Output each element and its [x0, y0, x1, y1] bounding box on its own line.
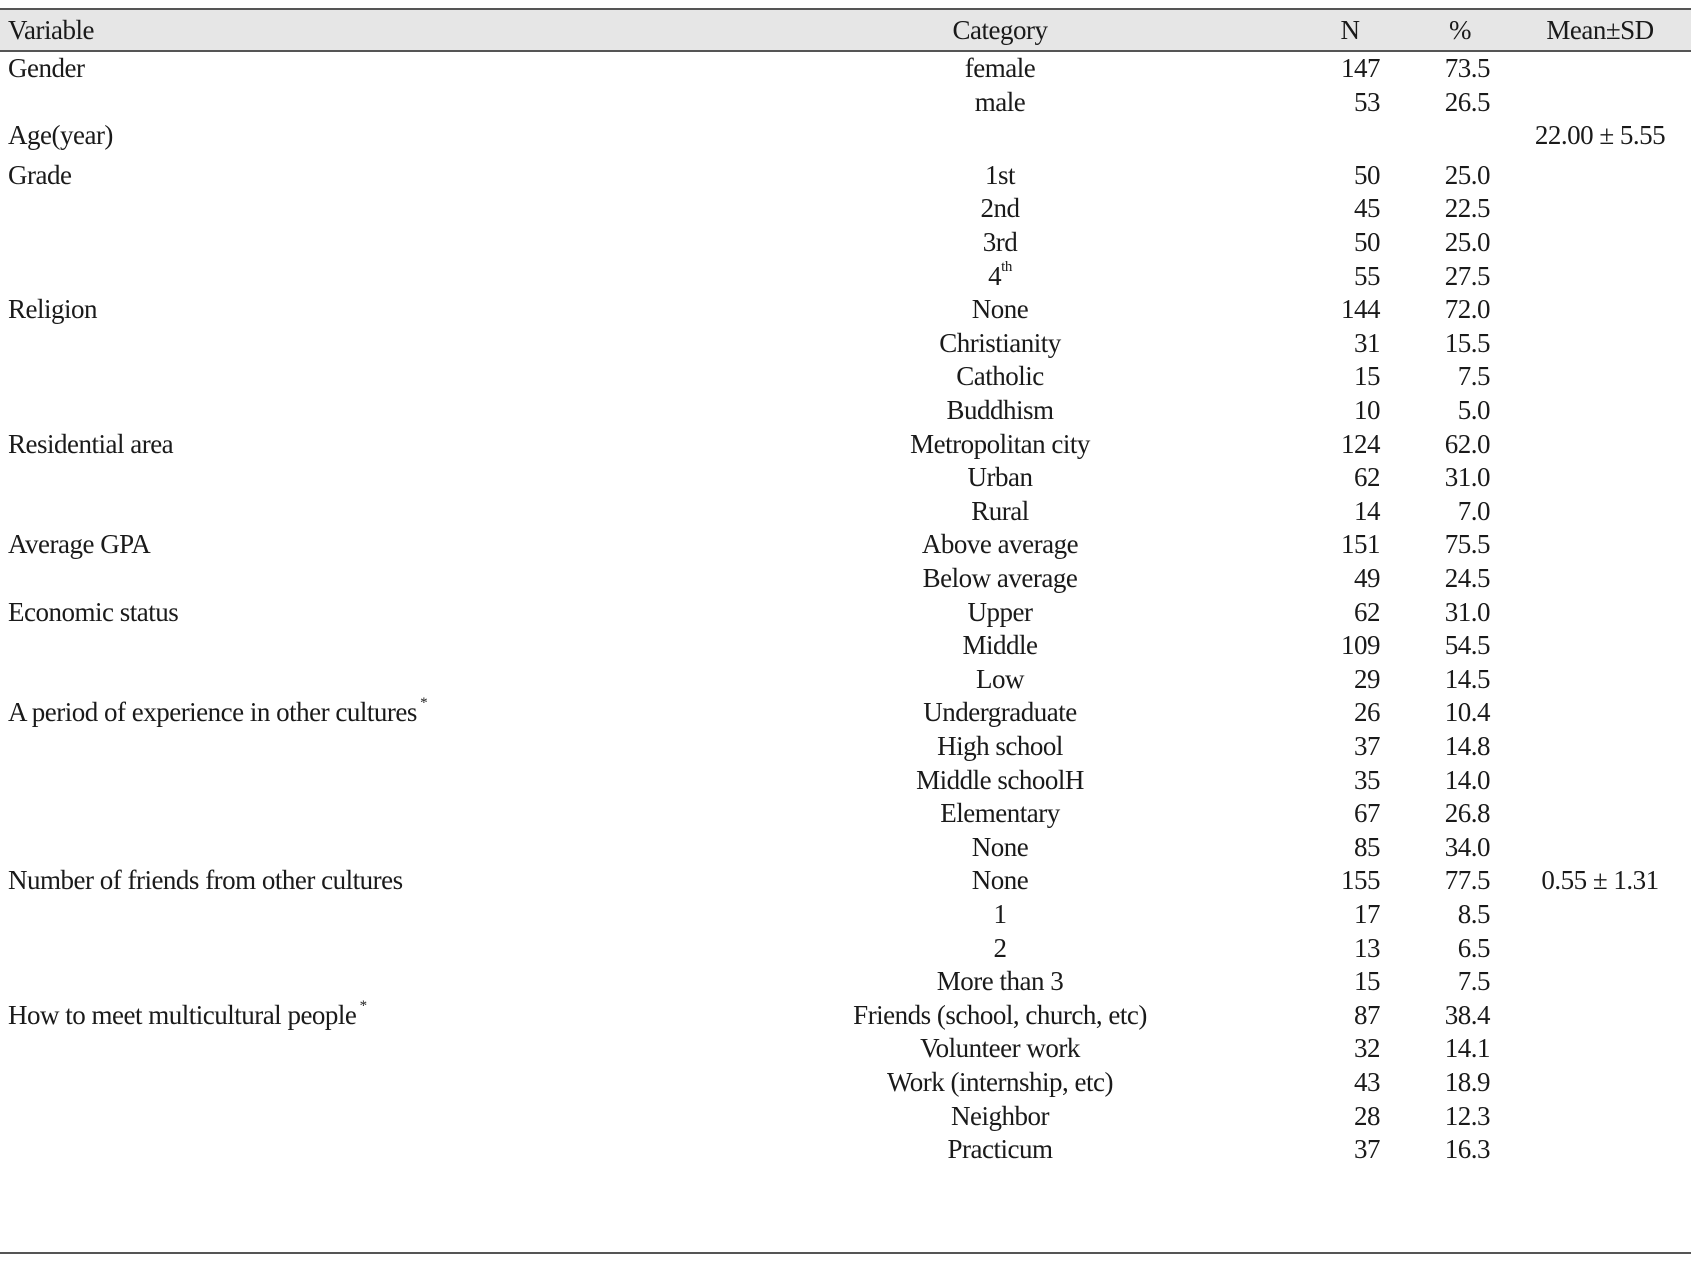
cell-mean-sd: [1520, 117, 1680, 153]
cell-percent: [1400, 560, 1490, 596]
cell-variable-superscript: *: [356, 997, 367, 1014]
cell-percent-text: 5.0: [1457, 395, 1490, 425]
cell-percent: [1400, 694, 1490, 730]
cell-percent-text: 25.0: [1444, 159, 1490, 190]
cell-percent-text: 22.5: [1444, 193, 1490, 224]
cell-category-text: Volunteer work: [920, 1033, 1080, 1064]
cell-category: [770, 258, 1230, 294]
cell-category-text: Above average: [921, 529, 1079, 560]
cell-category: [770, 997, 1230, 1033]
cell-n-text: 155: [1341, 865, 1380, 896]
cell-category: [770, 862, 1230, 898]
cell-category-text: Practicum: [947, 1134, 1053, 1165]
cell-n: [1300, 661, 1380, 697]
cell-percent: [1400, 426, 1490, 462]
cell-n-text: 32: [1354, 1033, 1380, 1064]
cell-category-text: 2: [993, 932, 1007, 963]
cell-percent: [1400, 1030, 1490, 1066]
cell-category: [770, 930, 1230, 966]
cell-percent-text: 54.5: [1444, 630, 1490, 661]
cell-percent: [1400, 459, 1490, 495]
cell-percent-text: 7.5: [1457, 966, 1490, 997]
cell-percent: [1400, 1064, 1490, 1100]
cell-n-text: 62: [1354, 462, 1380, 493]
cell-variable: [8, 997, 367, 1033]
cell-category-text: Low: [976, 663, 1024, 694]
cell-n: [1300, 258, 1380, 294]
cell-variable: [8, 526, 150, 562]
cell-percent-text: 26.8: [1444, 798, 1490, 829]
cell-category-text: None: [971, 294, 1029, 325]
cell-n-text: 45: [1354, 193, 1380, 224]
cell-n: [1300, 795, 1380, 831]
cell-percent-text: 6.5: [1457, 932, 1490, 963]
cell-variable-text: Gender: [8, 53, 85, 83]
cell-category: [770, 661, 1230, 697]
cell-n-text: 147: [1341, 53, 1380, 83]
cell-n-text: 43: [1354, 1067, 1380, 1097]
cell-percent-text: 26.5: [1444, 86, 1490, 117]
cell-category-text: None: [971, 865, 1029, 896]
cell-n-text: 15: [1354, 361, 1380, 392]
cell-variable-text: Age(year): [8, 120, 113, 151]
cell-variable: [8, 862, 403, 898]
cell-n: [1300, 84, 1380, 120]
cell-percent: [1400, 493, 1490, 529]
cell-category-text: male: [974, 86, 1026, 117]
cell-percent-text: 14.5: [1444, 663, 1490, 694]
cell-n: [1300, 560, 1380, 596]
cell-percent-text: 18.9: [1444, 1067, 1490, 1097]
cell-n: [1300, 728, 1380, 764]
header-mean-sd: Mean±SD: [1546, 15, 1654, 45]
cell-n-text: 87: [1354, 999, 1380, 1030]
cell-n: [1300, 325, 1380, 361]
cell-category: [770, 392, 1230, 428]
cell-category-text: Middle schoolH: [916, 764, 1084, 795]
cell-n-text: 26: [1354, 697, 1380, 728]
cell-n-text: 144: [1341, 294, 1380, 325]
cell-variable: [8, 291, 97, 327]
cell-percent-text: 75.5: [1444, 529, 1490, 560]
cell-percent: [1400, 157, 1490, 193]
cell-n: [1300, 762, 1380, 798]
cell-category: [770, 526, 1230, 562]
cell-percent: [1400, 526, 1490, 562]
cell-n: [1300, 594, 1380, 630]
cell-category-text: Metropolitan city: [910, 428, 1090, 459]
table-header-row: [0, 10, 1691, 50]
cell-category-text: 3rd: [982, 227, 1018, 257]
cell-category: [770, 1098, 1230, 1134]
cell-n: [1300, 190, 1380, 226]
cell-mean-sd-text: 22.00 ± 5.55: [1534, 120, 1666, 151]
cell-category: [770, 224, 1230, 260]
cell-percent: [1400, 1098, 1490, 1134]
cell-category-text: Below average: [922, 563, 1078, 593]
cell-percent: [1400, 358, 1490, 394]
cell-category: [770, 493, 1230, 529]
cell-category: [770, 459, 1230, 495]
cell-percent-text: 14.1: [1444, 1033, 1490, 1064]
cell-category: [770, 627, 1230, 663]
cell-percent: [1400, 1131, 1490, 1167]
cell-n: [1300, 358, 1380, 394]
cell-variable-text: Economic status: [8, 596, 179, 627]
cell-percent: [1400, 661, 1490, 697]
cell-percent-text: 14.0: [1444, 764, 1490, 795]
cell-category: [770, 1030, 1230, 1066]
cell-category-text: Christianity: [939, 327, 1061, 358]
cell-n-text: 37: [1354, 1134, 1380, 1165]
cell-n-text: 28: [1354, 1100, 1380, 1131]
cell-percent-text: 73.5: [1444, 53, 1490, 83]
cell-n-text: 31: [1354, 327, 1380, 358]
cell-percent-text: 34.0: [1444, 831, 1490, 862]
cell-category: [770, 560, 1230, 596]
cell-percent-text: 14.8: [1444, 731, 1490, 761]
cell-n-text: 53: [1354, 86, 1380, 117]
cell-category-text: None: [971, 831, 1029, 862]
cell-percent: [1400, 862, 1490, 898]
cell-category-text: More than 3: [936, 966, 1064, 997]
cell-n-text: 85: [1354, 831, 1380, 862]
cell-percent-text: 7.5: [1457, 361, 1490, 392]
cell-n: [1300, 426, 1380, 462]
cell-n: [1300, 627, 1380, 663]
cell-percent: [1400, 594, 1490, 630]
cell-n-text: 67: [1354, 798, 1380, 829]
cell-n-text: 151: [1341, 529, 1380, 560]
cell-variable-text: Number of friends from other cultures: [8, 865, 403, 896]
cell-percent-text: 10.4: [1444, 697, 1490, 728]
cell-category-text: High school: [937, 731, 1063, 761]
cell-n-text: 109: [1341, 630, 1380, 661]
cell-n: [1300, 50, 1380, 86]
cell-n-text: 62: [1354, 596, 1380, 627]
cell-variable-superscript: *: [416, 695, 428, 712]
cell-percent: [1400, 795, 1490, 831]
cell-percent-text: 38.4: [1444, 999, 1490, 1030]
cell-category-text: Elementary: [940, 798, 1060, 829]
cell-category-text: Rural: [971, 495, 1029, 526]
cell-percent-text: 27.5: [1444, 260, 1490, 291]
cell-n-text: 17: [1354, 899, 1380, 929]
cell-category: [770, 896, 1230, 932]
cell-n-text: 50: [1354, 227, 1380, 257]
cell-n: [1300, 157, 1380, 193]
cell-n-text: 14: [1354, 495, 1380, 526]
cell-category: [770, 84, 1230, 120]
cell-category: [770, 1064, 1230, 1100]
cell-n: [1300, 493, 1380, 529]
cell-category-text: Work (internship, etc): [886, 1067, 1113, 1097]
cell-category-text: Neighbor: [951, 1100, 1049, 1131]
cell-category: [770, 728, 1230, 764]
cell-n: [1300, 1030, 1380, 1066]
cell-percent-text: 77.5: [1444, 865, 1490, 896]
cell-percent: [1400, 896, 1490, 932]
cell-n: [1300, 1064, 1380, 1100]
cell-n: [1300, 224, 1380, 260]
cell-category-text: 4: [988, 260, 1002, 291]
cell-percent-text: 72.0: [1444, 294, 1490, 325]
cell-n: [1300, 694, 1380, 730]
cell-n-text: 10: [1354, 395, 1380, 425]
cell-category: [770, 795, 1230, 831]
cell-category: [770, 291, 1230, 327]
cell-category-text: 1: [993, 899, 1007, 929]
cell-category-text: 1st: [984, 159, 1015, 190]
cell-percent: [1400, 224, 1490, 260]
cell-category-text: Buddhism: [946, 395, 1054, 425]
cell-variable: [8, 117, 113, 153]
cell-category: [770, 694, 1230, 730]
header-category: Category: [952, 15, 1048, 45]
cell-variable: [8, 694, 427, 730]
cell-n-text: 15: [1354, 966, 1380, 997]
cell-percent-text: 8.5: [1457, 899, 1490, 929]
cell-category-text: Catholic: [956, 361, 1044, 392]
cell-n-text: 37: [1354, 731, 1380, 761]
table-bottom-rule: [0, 1252, 1691, 1254]
cell-percent: [1400, 84, 1490, 120]
cell-percent-text: 62.0: [1444, 428, 1490, 459]
cell-mean-sd: [1520, 862, 1680, 898]
cell-variable: [8, 157, 71, 193]
cell-percent-text: 24.5: [1444, 563, 1490, 593]
cell-percent: [1400, 325, 1490, 361]
cell-n-text: 55: [1354, 260, 1380, 291]
cell-category: [770, 829, 1230, 865]
cell-percent: [1400, 50, 1490, 86]
cell-variable-text: Religion: [8, 294, 97, 325]
cell-percent-text: 31.0: [1444, 596, 1490, 627]
cell-category-text: female: [964, 53, 1036, 83]
cell-n-text: 29: [1354, 663, 1380, 694]
cell-n: [1300, 829, 1380, 865]
cell-percent: [1400, 997, 1490, 1033]
cell-category: [770, 325, 1230, 361]
cell-n: [1300, 862, 1380, 898]
cell-percent: [1400, 291, 1490, 327]
cell-n: [1300, 930, 1380, 966]
cell-category: [770, 762, 1230, 798]
cell-category: [770, 963, 1230, 999]
cell-n-text: 124: [1341, 428, 1380, 459]
cell-variable: [8, 50, 84, 86]
cell-category: [770, 157, 1230, 193]
cell-category-text: Urban: [967, 462, 1033, 493]
header-variable: Variable: [8, 15, 94, 45]
cell-percent-text: 15.5: [1444, 327, 1490, 358]
cell-category-text: Undergraduate: [923, 697, 1077, 728]
cell-category-text: Middle: [962, 630, 1038, 661]
cell-percent-text: 31.0: [1444, 462, 1490, 493]
cell-percent: [1400, 963, 1490, 999]
cell-percent-text: 16.3: [1444, 1134, 1490, 1165]
cell-n-text: 50: [1354, 159, 1380, 190]
cell-n-text: 35: [1354, 764, 1380, 795]
cell-category: [770, 190, 1230, 226]
cell-category: [770, 1131, 1230, 1167]
cell-percent-text: 25.0: [1444, 227, 1490, 257]
cell-percent: [1400, 627, 1490, 663]
cell-n: [1300, 392, 1380, 428]
cell-variable-text: Average GPA: [8, 529, 151, 560]
cell-n: [1300, 896, 1380, 932]
cell-n: [1300, 997, 1380, 1033]
cell-n: [1300, 526, 1380, 562]
cell-percent-text: 7.0: [1457, 495, 1490, 526]
cell-percent-text: 12.3: [1444, 1100, 1490, 1131]
cell-n: [1300, 1131, 1380, 1167]
cell-percent: [1400, 930, 1490, 966]
cell-n: [1300, 963, 1380, 999]
cell-percent: [1400, 829, 1490, 865]
header-n: N: [1340, 15, 1360, 45]
cell-variable-text: How to meet multicultural people: [8, 999, 357, 1030]
cell-category: [770, 594, 1230, 630]
cell-percent: [1400, 392, 1490, 428]
cell-n: [1300, 291, 1380, 327]
cell-category-superscript: th: [1001, 258, 1012, 275]
cell-category-text: Upper: [967, 596, 1033, 627]
cell-mean-sd-text: 0.55 ± 1.31: [1541, 865, 1659, 896]
cell-category: [770, 426, 1230, 462]
cell-n: [1300, 1098, 1380, 1134]
cell-category-text: Friends (school, church, etc): [853, 999, 1147, 1030]
cell-percent: [1400, 728, 1490, 764]
cell-variable-text: A period of experience in other cultures: [8, 697, 417, 728]
cell-variable-text: Residential area: [8, 428, 174, 459]
cell-percent: [1400, 762, 1490, 798]
cell-category: [770, 358, 1230, 394]
cell-category: [770, 50, 1230, 86]
cell-percent: [1400, 258, 1490, 294]
cell-variable: [8, 594, 178, 630]
cell-percent: [1400, 190, 1490, 226]
cell-n-text: 49: [1354, 563, 1380, 593]
cell-variable: [8, 426, 173, 462]
cell-n: [1300, 459, 1380, 495]
cell-n-text: 13: [1354, 932, 1380, 963]
cell-variable-text: Grade: [8, 159, 72, 190]
header-percent: %: [1449, 15, 1471, 45]
cell-category-text: 2nd: [980, 193, 1020, 224]
